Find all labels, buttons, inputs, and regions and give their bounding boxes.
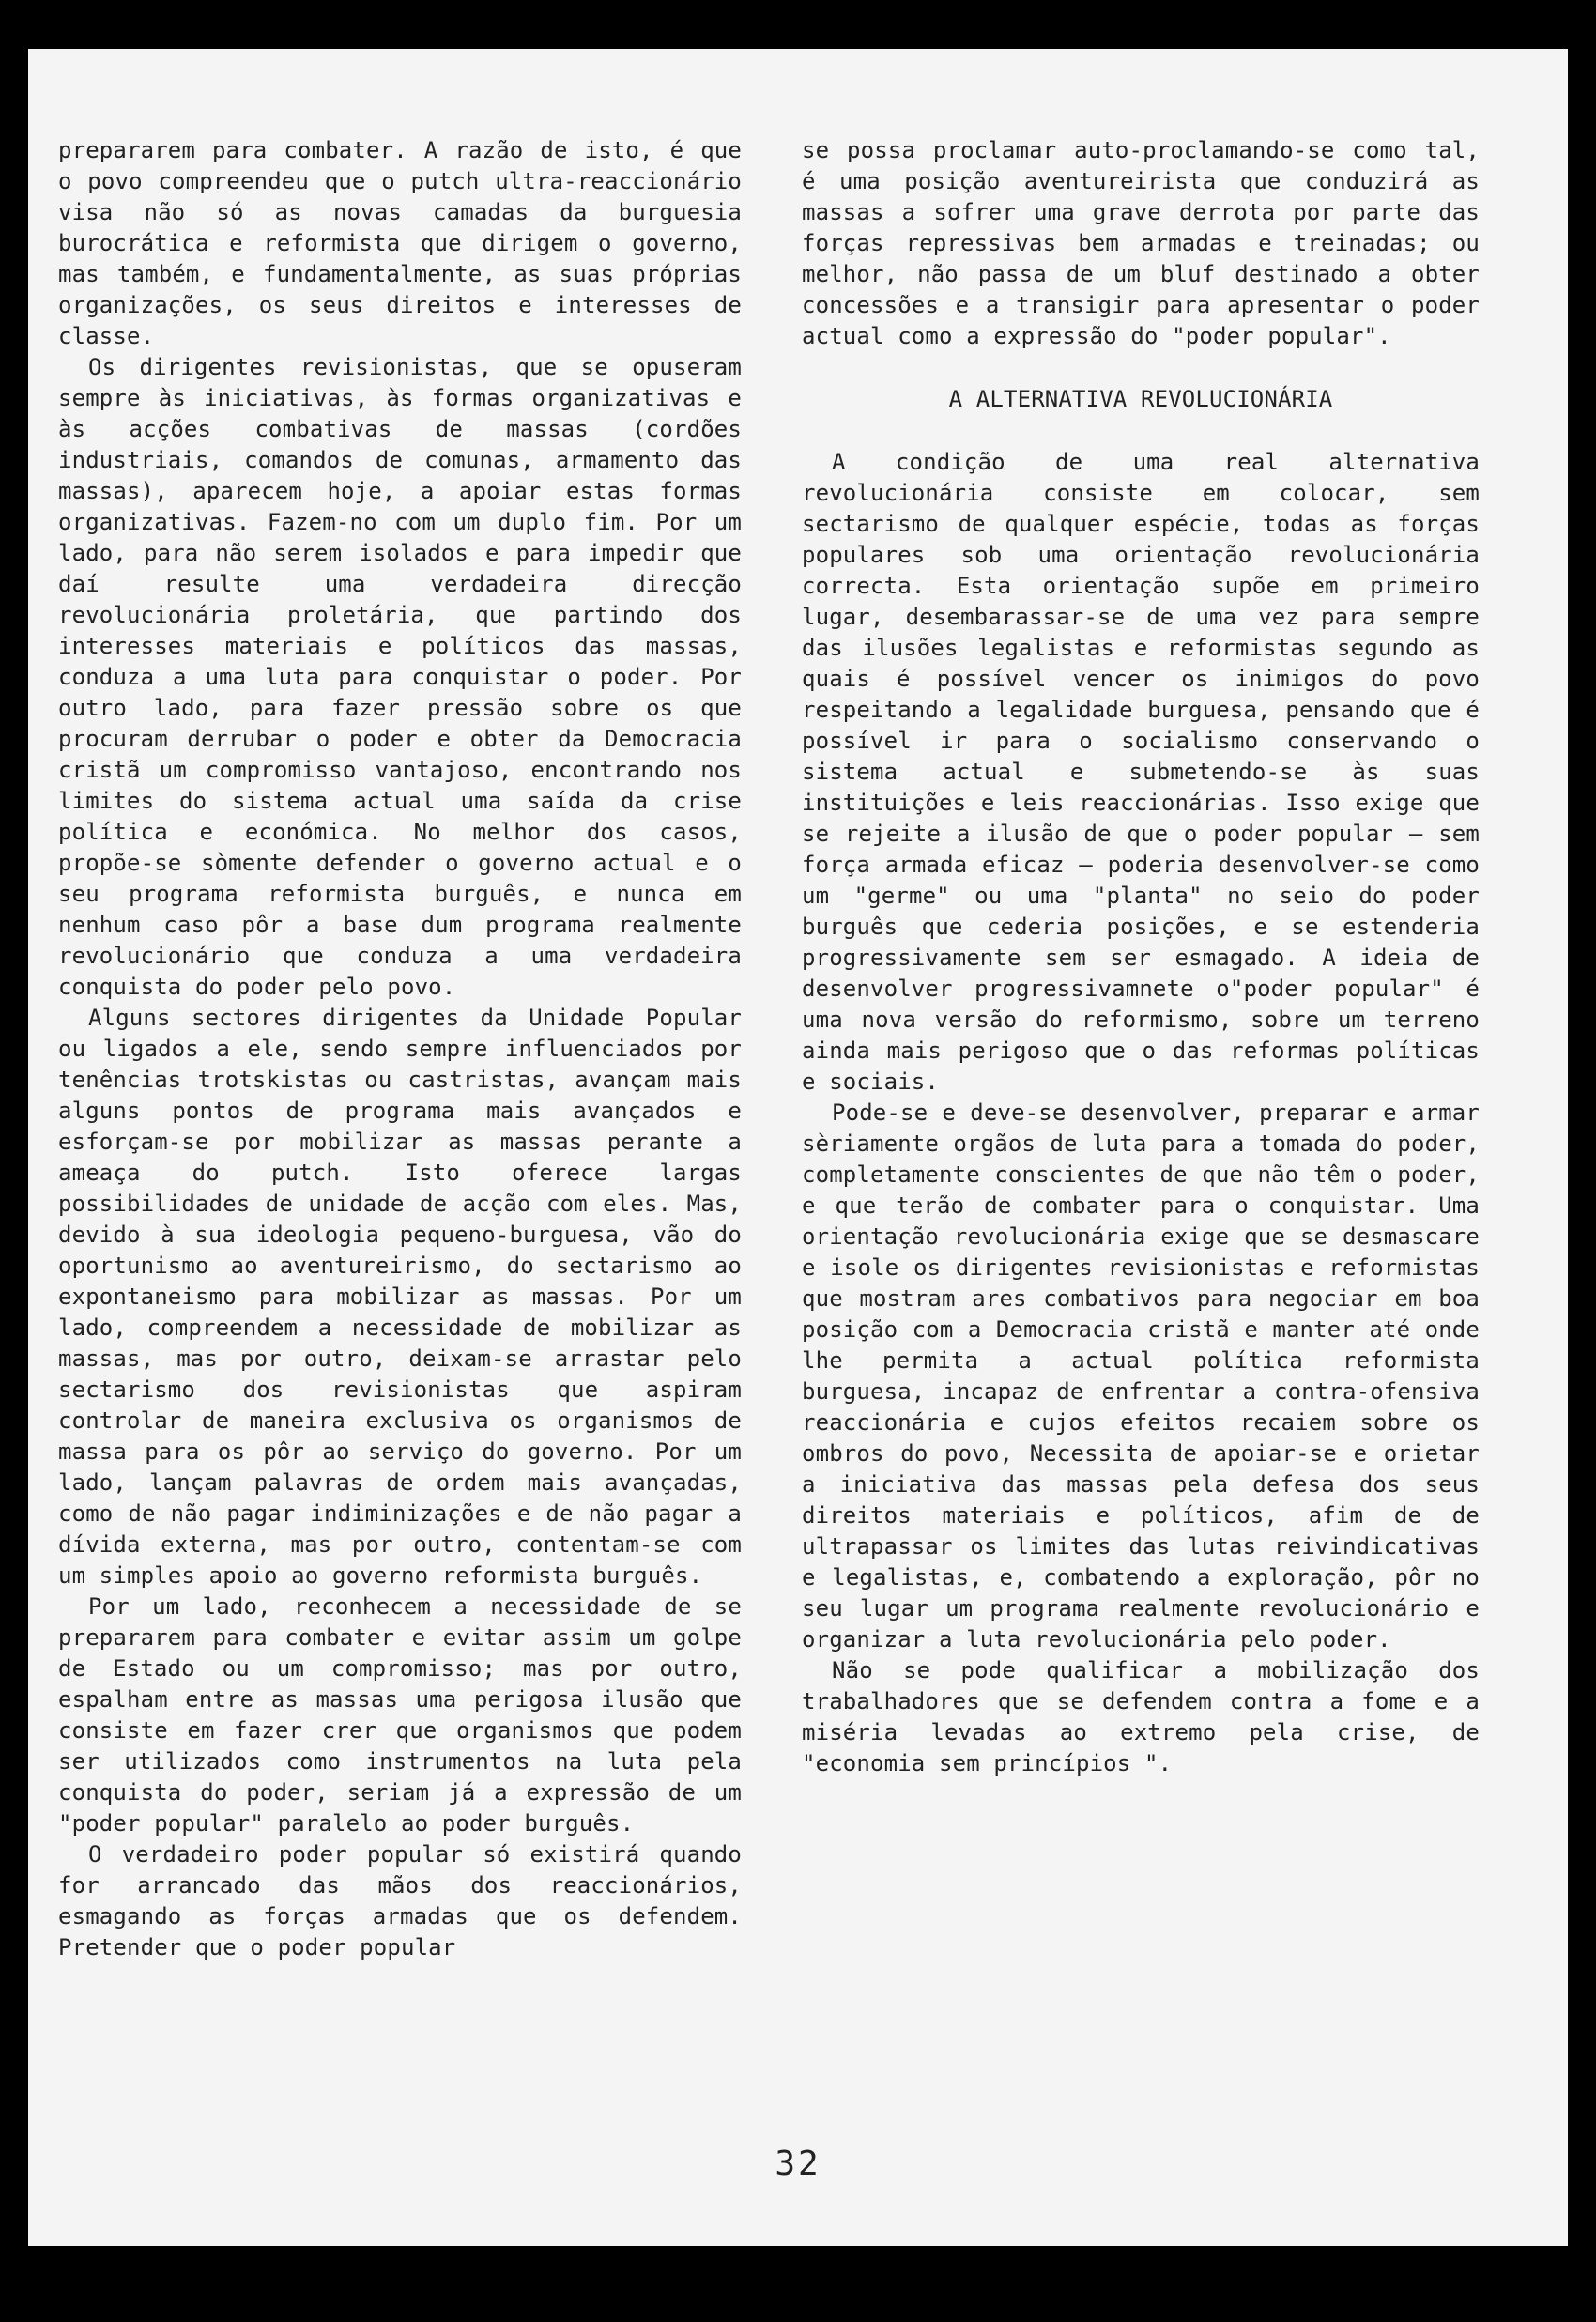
paragraph: A condição de uma real alternativa revolucionária consiste em colocar, sem sectarismo de qualquer espécie, todas as forças populares sob uma orientação revolucionária correcta. Esta orientação supõe em primeiro lugar, desembarassar-se de uma vez para sempre das ilusões legalistas e reformistas segundo as quais é possível vencer os inimigos do povo respeitando a legalidade burguesa, pensando que é possível ir para o socialismo conservando o sistema actual e submetendo-se às suas instituições e leis reaccionárias. Isso exige que se rejeite a ilusão de que o poder popular — sem força armada eficaz — poderia desenvolver-se como um "germe" ou uma "planta" no seio do poder burguês que cederia posições, e se estenderia progressivamente sem ser esmagado. A ideia de desenvolver progressivamnete o"poder popular" é uma nova versão do reformismo, sobre um terreno ainda mais perigoso que o das reformas políticas e sociais. xyxy=(802,449,1480,1095)
paragraph: Os dirigentes revisionistas, que se opuseram sempre às iniciativas, às formas organizativas e às acções combativas de massas (cordões industriais, comandos de comunas, armamento das massas), aparecem hoje, a apoiar estas formas organizativas. Fazem-no com um duplo fim. Por um lado, para não serem isolados e para impedir que daí resulte uma verdadeira direcção revolucionária proletária, que partindo dos interesses materiais e políticos das massas, conduza a uma luta para conquistar o poder. Por outro lado, para fazer pressão sobre os que procuram derrubar o poder e obter da Democracia cristã um compromisso vantajoso, encontrando nos limites do sistema actual uma saída da crise política e económica. No melhor dos casos, propõe-se sòmente defender o governo actual e o seu programa reformista burguês, e nunca em nenhum caso pôr a base dum programa realmente revolucionário que conduza a uma verdadeira conquista do poder pelo povo. xyxy=(58,354,742,1000)
section-heading: A ALTERNATIVA REVOLUCIONÁRIA xyxy=(948,386,1333,412)
paragraph: Pode-se e deve-se desenvolver, preparar e armar sèriamente orgãos de luta para a tomada do poder, completamente conscientes de que não têm o poder, e que terão de combater para o conquistar. Uma orientação revolucionária exige que se desmascare e isole os dirigentes revisionistas e reformistas que mostram ares combativos para negociar em boa posição com a Democracia cristã e manter até onde lhe permita a actual política reformista burguesa, incapaz de enfrentar a contra-ofensiva reaccionária e cujos efeitos recaiem sobre os ombros do povo, Necessita de apoiar-se e orietar a iniciativa das massas pela defesa dos seus direitos materiais e políticos, afim de de ultrapassar os limites das lutas reivindicativas e legalistas, e, combatendo a exploração, pôr no seu lugar um programa realmente revolucionário e organizar a luta revolucionária pelo poder. xyxy=(802,1099,1480,1653)
paragraph: Por um lado, reconhecem a necessidade de se prepararem para combater e evitar assim um golpe de Estado ou um compromisso; mas por outro, espalham entre as massas uma perigosa ilusão que consiste em fazer crer que organismos que podem ser utilizados como instrumentos na luta pela conquista do poder, seriam já a expressão de um "poder popular" paralelo ao poder burguês. xyxy=(58,1593,742,1837)
paragraph: prepararem para combater. A razão de isto, é que o povo compreendeu que o putch ultra-reaccionário visa não só as novas camadas da burguesia burocrática e reformista que dirigem o governo, mas também, e fundamentalmente, as suas próprias organizações, os seus direitos e interesses de classe. xyxy=(58,137,742,349)
paragraph: O verdadeiro poder popular só existirá quando for arrancado das mãos dos reaccionários, esmagando as forças armadas que os defendem. Pretender que o poder popular xyxy=(58,1841,742,1961)
page-number: 32 xyxy=(775,2145,821,2183)
document-page xyxy=(28,49,1568,2246)
paragraph: se possa proclamar auto-proclamando-se como tal, é uma posição aventureirista que conduzirá as massas a sofrer uma grave derrota por parte das forças repressivas bem armadas e treinadas; ou melhor, não passa de um bluf destinado a obter concessões e a transigir para apresentar o poder actual como a expressão do "poder popular". xyxy=(802,137,1480,349)
left-text-column xyxy=(58,135,742,2163)
right-text-column xyxy=(802,135,1480,1776)
paragraph: Não se pode qualificar a mobilização dos trabalhadores que se defendem contra a fome e a miséria levadas ao extremo pela crise, de "economia sem princípios ". xyxy=(802,1657,1480,1776)
paragraph: Alguns sectores dirigentes da Unidade Popular ou ligados a ele, sendo sempre influenciados por tenências trotskistas ou castristas, avançam mais alguns pontos de programa mais avançados e esforçam-se por mobilizar as massas perante a ameaça do putch. Isto oferece largas possibilidades de unidade de acção com eles. Mas, devido à sua ideologia pequeno-burguesa, vão do oportunismo ao aventureirismo, do sectarismo ao expontaneismo para mobilizar as massas. Por um lado, compreendem a necessidade de mobilizar as massas, mas por outro, deixam-se arrastar pelo sectarismo dos revisionistas que aspiram controlar de maneira exclusiva os organismos de massa para os pôr ao serviço do governo. Por um lado, lançam palavras de ordem mais avançadas, como de não pagar indiminizações e de não pagar a dívida externa, mas por outro, contentam-se com um simples apoio ao governo reformista burguês. xyxy=(58,1005,742,1589)
